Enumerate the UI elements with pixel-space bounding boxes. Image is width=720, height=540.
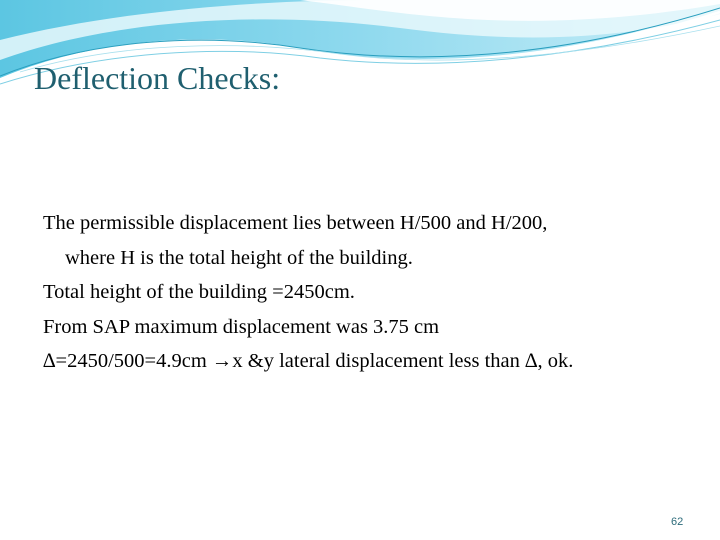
paragraph-delta-check: ∆=2450/500=4.9cm →x &y lateral displacement less than ∆, ok. — [43, 350, 574, 372]
paragraph-permissible — [43, 206, 703, 275]
paragraph-sap-displacement: From SAP maximum displacement was 3.75 cm — [43, 315, 440, 338]
slide-title: Deflection Checks: — [34, 60, 281, 96]
page-number: 62 — [671, 516, 684, 528]
body-line-1: The permissible displacement lies between H/500 and H/200, — [43, 212, 548, 234]
paragraph-total-height: Total height of the building =2450cm. — [43, 281, 355, 303]
slide-body — [43, 206, 703, 379]
body-line-2: where H is the total height of the building. — [65, 246, 413, 269]
